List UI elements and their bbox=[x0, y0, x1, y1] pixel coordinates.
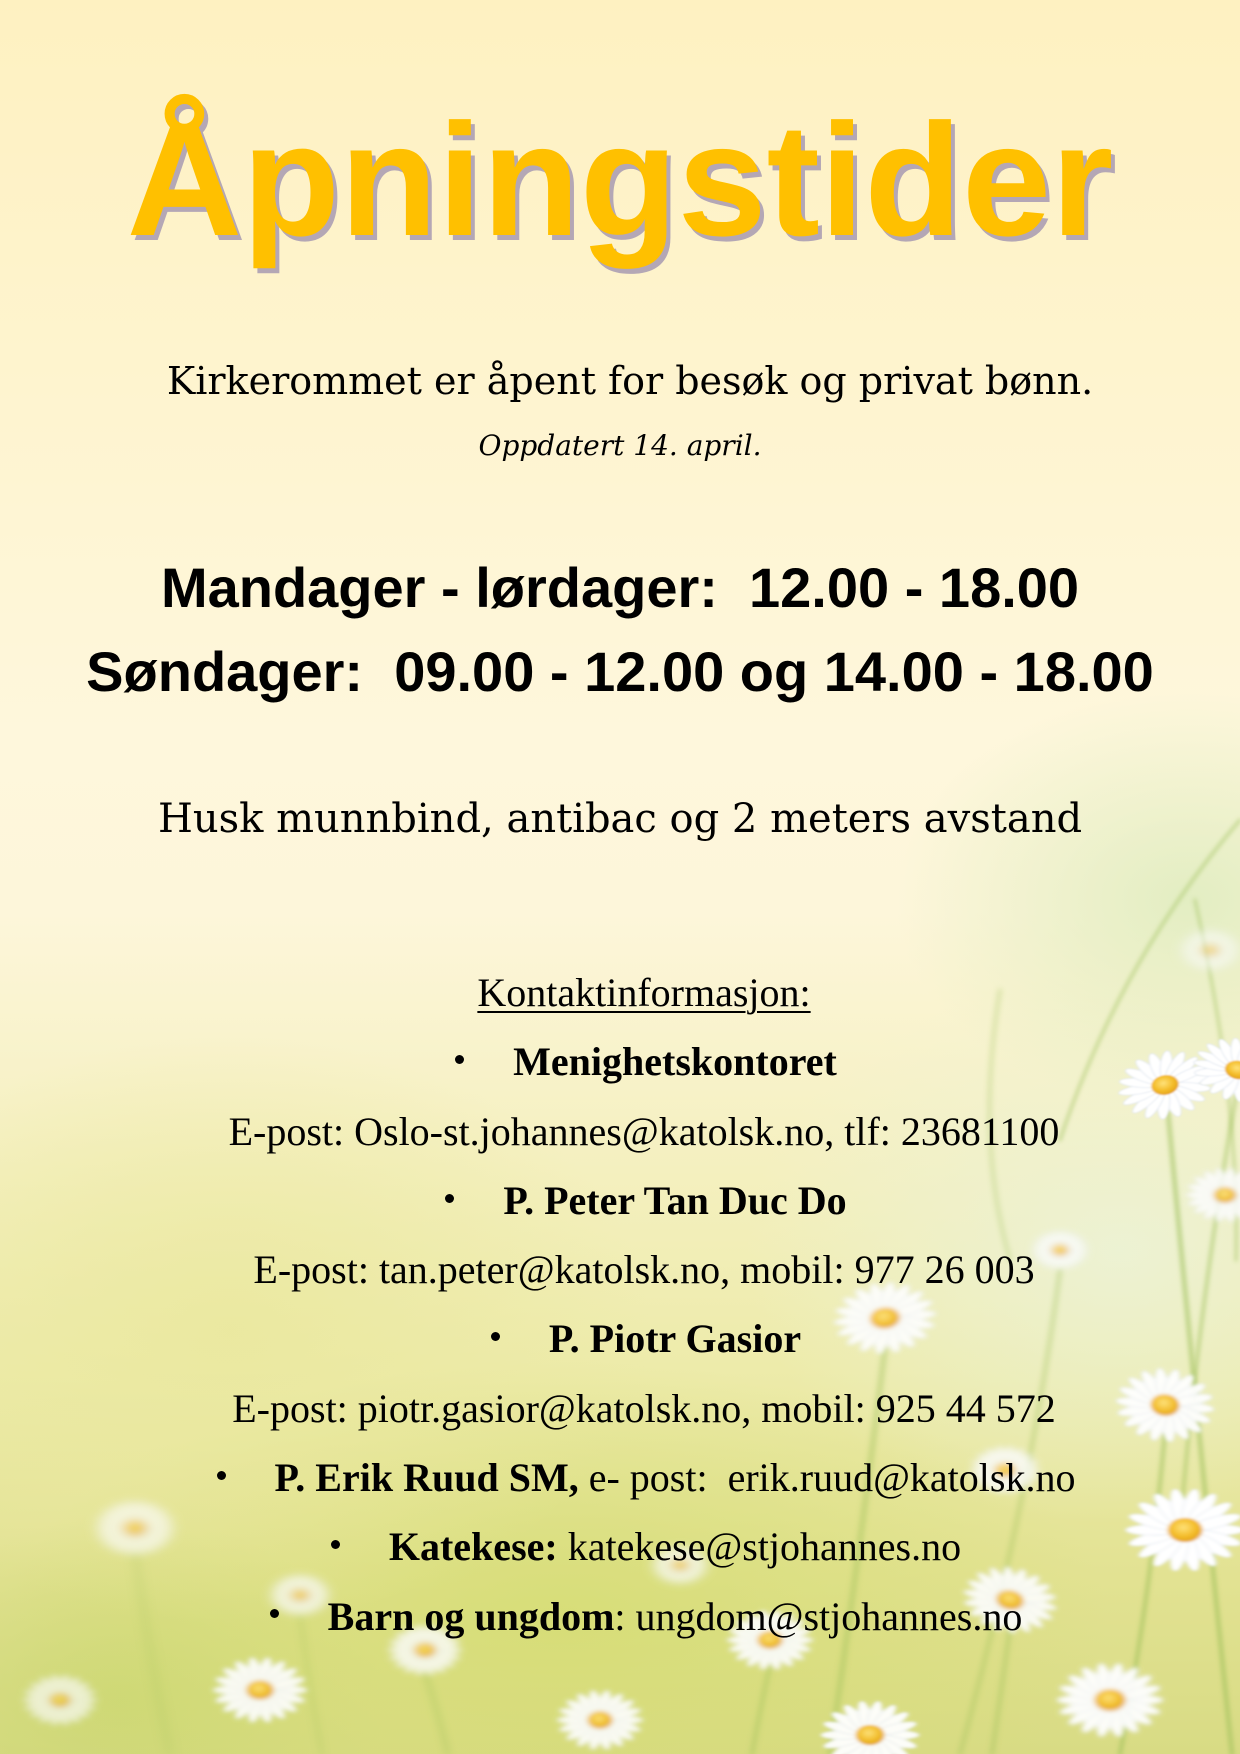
contact-detail-peter: E-post: tan.peter@katolsk.no, mobil: 977 26 003 bbox=[253, 1247, 1035, 1293]
bullet-icon bbox=[441, 1194, 503, 1204]
reminder-text: Husk munnbind, antibac og 2 meters avstand bbox=[157, 796, 1083, 842]
contact-item-youth bbox=[48, 1582, 1240, 1651]
daisy-center bbox=[246, 1680, 274, 1699]
poster-title: Åpningstider bbox=[126, 90, 1114, 269]
contact-name: P. Erik Ruud SM, bbox=[274, 1455, 579, 1501]
daisy-center bbox=[1201, 944, 1219, 957]
daisy-center bbox=[856, 1725, 885, 1745]
bullet-icon bbox=[451, 1055, 513, 1065]
bullet-icon bbox=[266, 1609, 328, 1619]
contact-detail-office: E-post: Oslo-st.johannes@katolsk.no, tlf: 23681100 bbox=[228, 1108, 1060, 1154]
hours-sundays: Søndager: 09.00 - 12.00 og 14.00 - 18.00 bbox=[86, 640, 1154, 703]
contact-name: Barn og ungdom bbox=[327, 1593, 615, 1639]
contact-item-peter bbox=[48, 1166, 1240, 1235]
daisy-stem bbox=[752, 1665, 770, 1754]
contact-detail: e- post: erik.ruud@katolsk.no bbox=[578, 1455, 1076, 1501]
daisy-flower bbox=[213, 1657, 307, 1723]
bullet-icon bbox=[487, 1332, 549, 1342]
updated-note: Oppdatert 14. april. bbox=[478, 429, 762, 462]
contact-detail: katekese@stjohannes.no bbox=[557, 1524, 962, 1570]
contact-name: Katekese: bbox=[388, 1524, 558, 1570]
contact-name: P. Piotr Gasior bbox=[548, 1316, 802, 1362]
contact-name: Menighetskontoret bbox=[513, 1039, 837, 1085]
contact-name: P. Peter Tan Duc Do bbox=[503, 1177, 847, 1223]
contact-detail: : ungdom@stjohannes.no bbox=[614, 1593, 1023, 1639]
hours-weekdays: Mandager - lørdager: 12.00 - 18.00 bbox=[160, 556, 1080, 619]
daisy-flower bbox=[23, 1674, 96, 1726]
daisy-flower bbox=[557, 1690, 643, 1750]
contact-heading-line bbox=[48, 958, 1240, 1027]
contact-detail-piotr: E-post: piotr.gasior@katolsk.no, mobil: 925 44 572 bbox=[232, 1385, 1056, 1431]
daisy-center bbox=[49, 1692, 71, 1707]
daisy-center bbox=[1094, 1689, 1125, 1711]
daisy-stem bbox=[425, 1672, 448, 1754]
contact-heading: Kontaktinformasjon: bbox=[477, 970, 811, 1015]
contact-section bbox=[0, 958, 1240, 1651]
contact-item-piotr bbox=[48, 1304, 1240, 1373]
daisy-center bbox=[587, 1711, 612, 1729]
intro-text: Kirkerommet er åpent for besøk og privat bønn. bbox=[166, 359, 1094, 403]
bullet-icon bbox=[213, 1471, 275, 1481]
daisy-flower bbox=[1057, 1663, 1163, 1738]
contact-item-erik bbox=[48, 1443, 1240, 1512]
contact-item-katekese bbox=[48, 1512, 1240, 1581]
contact-item-office bbox=[48, 1027, 1240, 1096]
bullet-icon bbox=[327, 1540, 389, 1550]
